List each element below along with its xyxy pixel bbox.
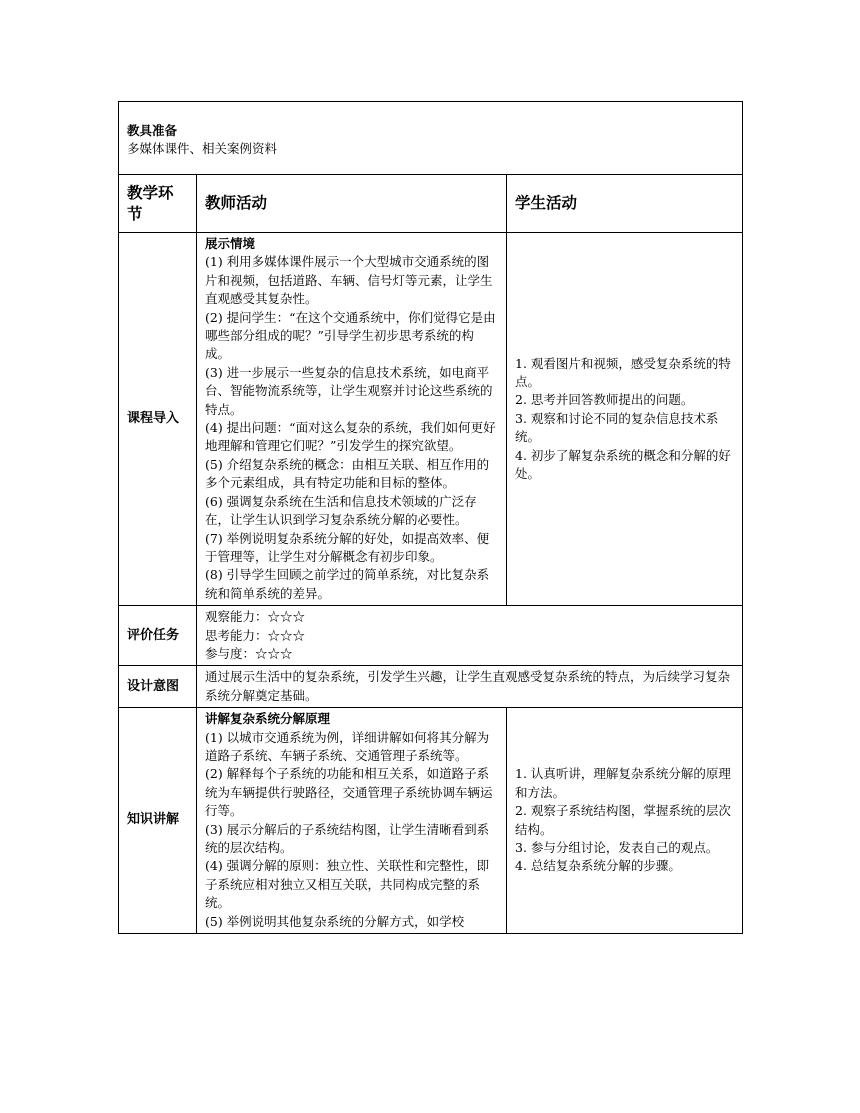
knowledge-teacher-item: (2) 解释每个子系统的功能和相互关系，如道路子系统为车辆提供行驶路径，交通管理子系统协调车辆运行等。	[205, 766, 493, 819]
knowledge-student-item: 3. 参与分组讨论，发表自己的观点。	[515, 840, 719, 855]
prep-row	[119, 102, 743, 175]
intro-student-item: 1. 观看图片和视频，感受复杂系统的特点。	[515, 355, 731, 390]
header-student: 学生活动	[507, 175, 743, 233]
knowledge-teacher-item: (4) 强调分解的原则：独立性、关联性和完整性，即子系统应相对独立又相互关联，共同构成完整的系统。	[205, 858, 490, 911]
knowledge-teacher-item: (5) 举例说明其他复杂系统的分解方式，如学校	[205, 913, 465, 929]
intro-teacher-item: (5) 介绍复杂系统的概念：由相互关联、相互作用的多个元素组成，具有特定功能和目标的整体。	[205, 456, 490, 491]
knowledge-teacher-item: (1) 以城市交通系统为例，详细讲解如何将其分解为道路子系统、车辆子系统、交通管理子系统等。	[205, 729, 490, 763]
knowledge-label: 知识讲解	[119, 708, 197, 934]
intro-teacher-item: (1) 利用多媒体课件展示一个大型城市交通系统的图片和视频，包括道路、车辆、信号灯等元素，让学生直观感受其复杂性。	[205, 254, 493, 307]
knowledge-student-item: 2. 观察子系统结构图，掌握系统的层次结构。	[515, 803, 731, 837]
intro-label: 课程导入	[119, 233, 197, 606]
evaluation-item: 观察能力：☆☆☆	[205, 609, 306, 625]
knowledge-student-item: 4. 总结复杂系统分解的步骤。	[515, 858, 681, 874]
evaluation-row	[119, 606, 743, 666]
knowledge-student-item: 1. 认真听讲，理解复杂系统分解的原理和方法。	[515, 766, 731, 800]
knowledge-teacher-title: 讲解复杂系统分解原理	[205, 711, 331, 727]
intro-student-item: 3. 观察和讨论不同的复杂信息技术系统。	[515, 410, 719, 445]
design-row	[119, 666, 743, 708]
design-text: 通过展示生活中的复杂系统，引发学生兴趣，让学生直观感受复杂系统的特点，为后续学习复杂系统分解奠定基础。	[205, 669, 731, 703]
header-section: 教学环节	[119, 175, 197, 233]
evaluation-item: 参与度：☆☆☆	[205, 645, 293, 661]
intro-teacher-item: (4) 提出问题：“面对这么复杂的系统，我们如何更好地理解和管理它们呢？”引发学生的探究欲望。	[205, 420, 496, 454]
intro-teacher-item: (6) 强调复杂系统在生活和信息技术领域的广泛存在，让学生认识到学习复杂系统分解的必要性。	[205, 493, 477, 528]
header-row	[119, 175, 743, 233]
evaluation-cell	[197, 606, 743, 666]
design-cell	[197, 666, 743, 708]
knowledge-row	[119, 708, 743, 934]
intro-teacher-item: (7) 举例说明复杂系统分解的好处，如提高效率、便于管理等，让学生对分解概念有初步印象。	[205, 530, 490, 564]
prep-content: 多媒体课件、相关案例资料	[127, 141, 278, 157]
intro-teacher-item: (8) 引导学生回顾之前学过的简单系统，对比复杂系统和简单系统的差异。	[205, 567, 490, 601]
intro-teacher-item: (3) 进一步展示一些复杂的信息技术系统，如电商平台、智能物流系统等，让学生观察并讨论这些系统的特点。	[205, 364, 493, 417]
knowledge-teacher-cell	[197, 708, 507, 934]
intro-student-item: 2. 思考并回答教师提出的问题。	[515, 392, 694, 408]
header-teacher: 教师活动	[197, 175, 507, 233]
intro-row	[119, 233, 743, 606]
knowledge-teacher-item: (3) 展示分解后的子系统结构图，让学生清晰看到系统的层次结构。	[205, 821, 490, 855]
prep-cell	[119, 102, 743, 175]
evaluation-item: 思考能力：☆☆☆	[205, 627, 306, 643]
evaluation-label: 评价任务	[119, 606, 197, 666]
lesson-plan-table	[118, 101, 743, 934]
intro-teacher-title: 展示情境	[205, 236, 256, 251]
intro-teacher-cell	[197, 233, 507, 606]
prep-title: 教具准备	[127, 123, 178, 138]
design-label: 设计意图	[119, 666, 197, 708]
intro-student-item: 4. 初步了解复杂系统的概念和分解的好处。	[515, 447, 731, 482]
lesson-plan-page	[118, 101, 742, 934]
intro-teacher-item: (2) 提问学生：“在这个交通系统中，你们觉得它是由哪些部分组成的呢？”引导学生初步思考系统的构成。	[205, 309, 496, 362]
intro-student-cell	[507, 233, 743, 606]
knowledge-student-cell	[507, 708, 743, 934]
